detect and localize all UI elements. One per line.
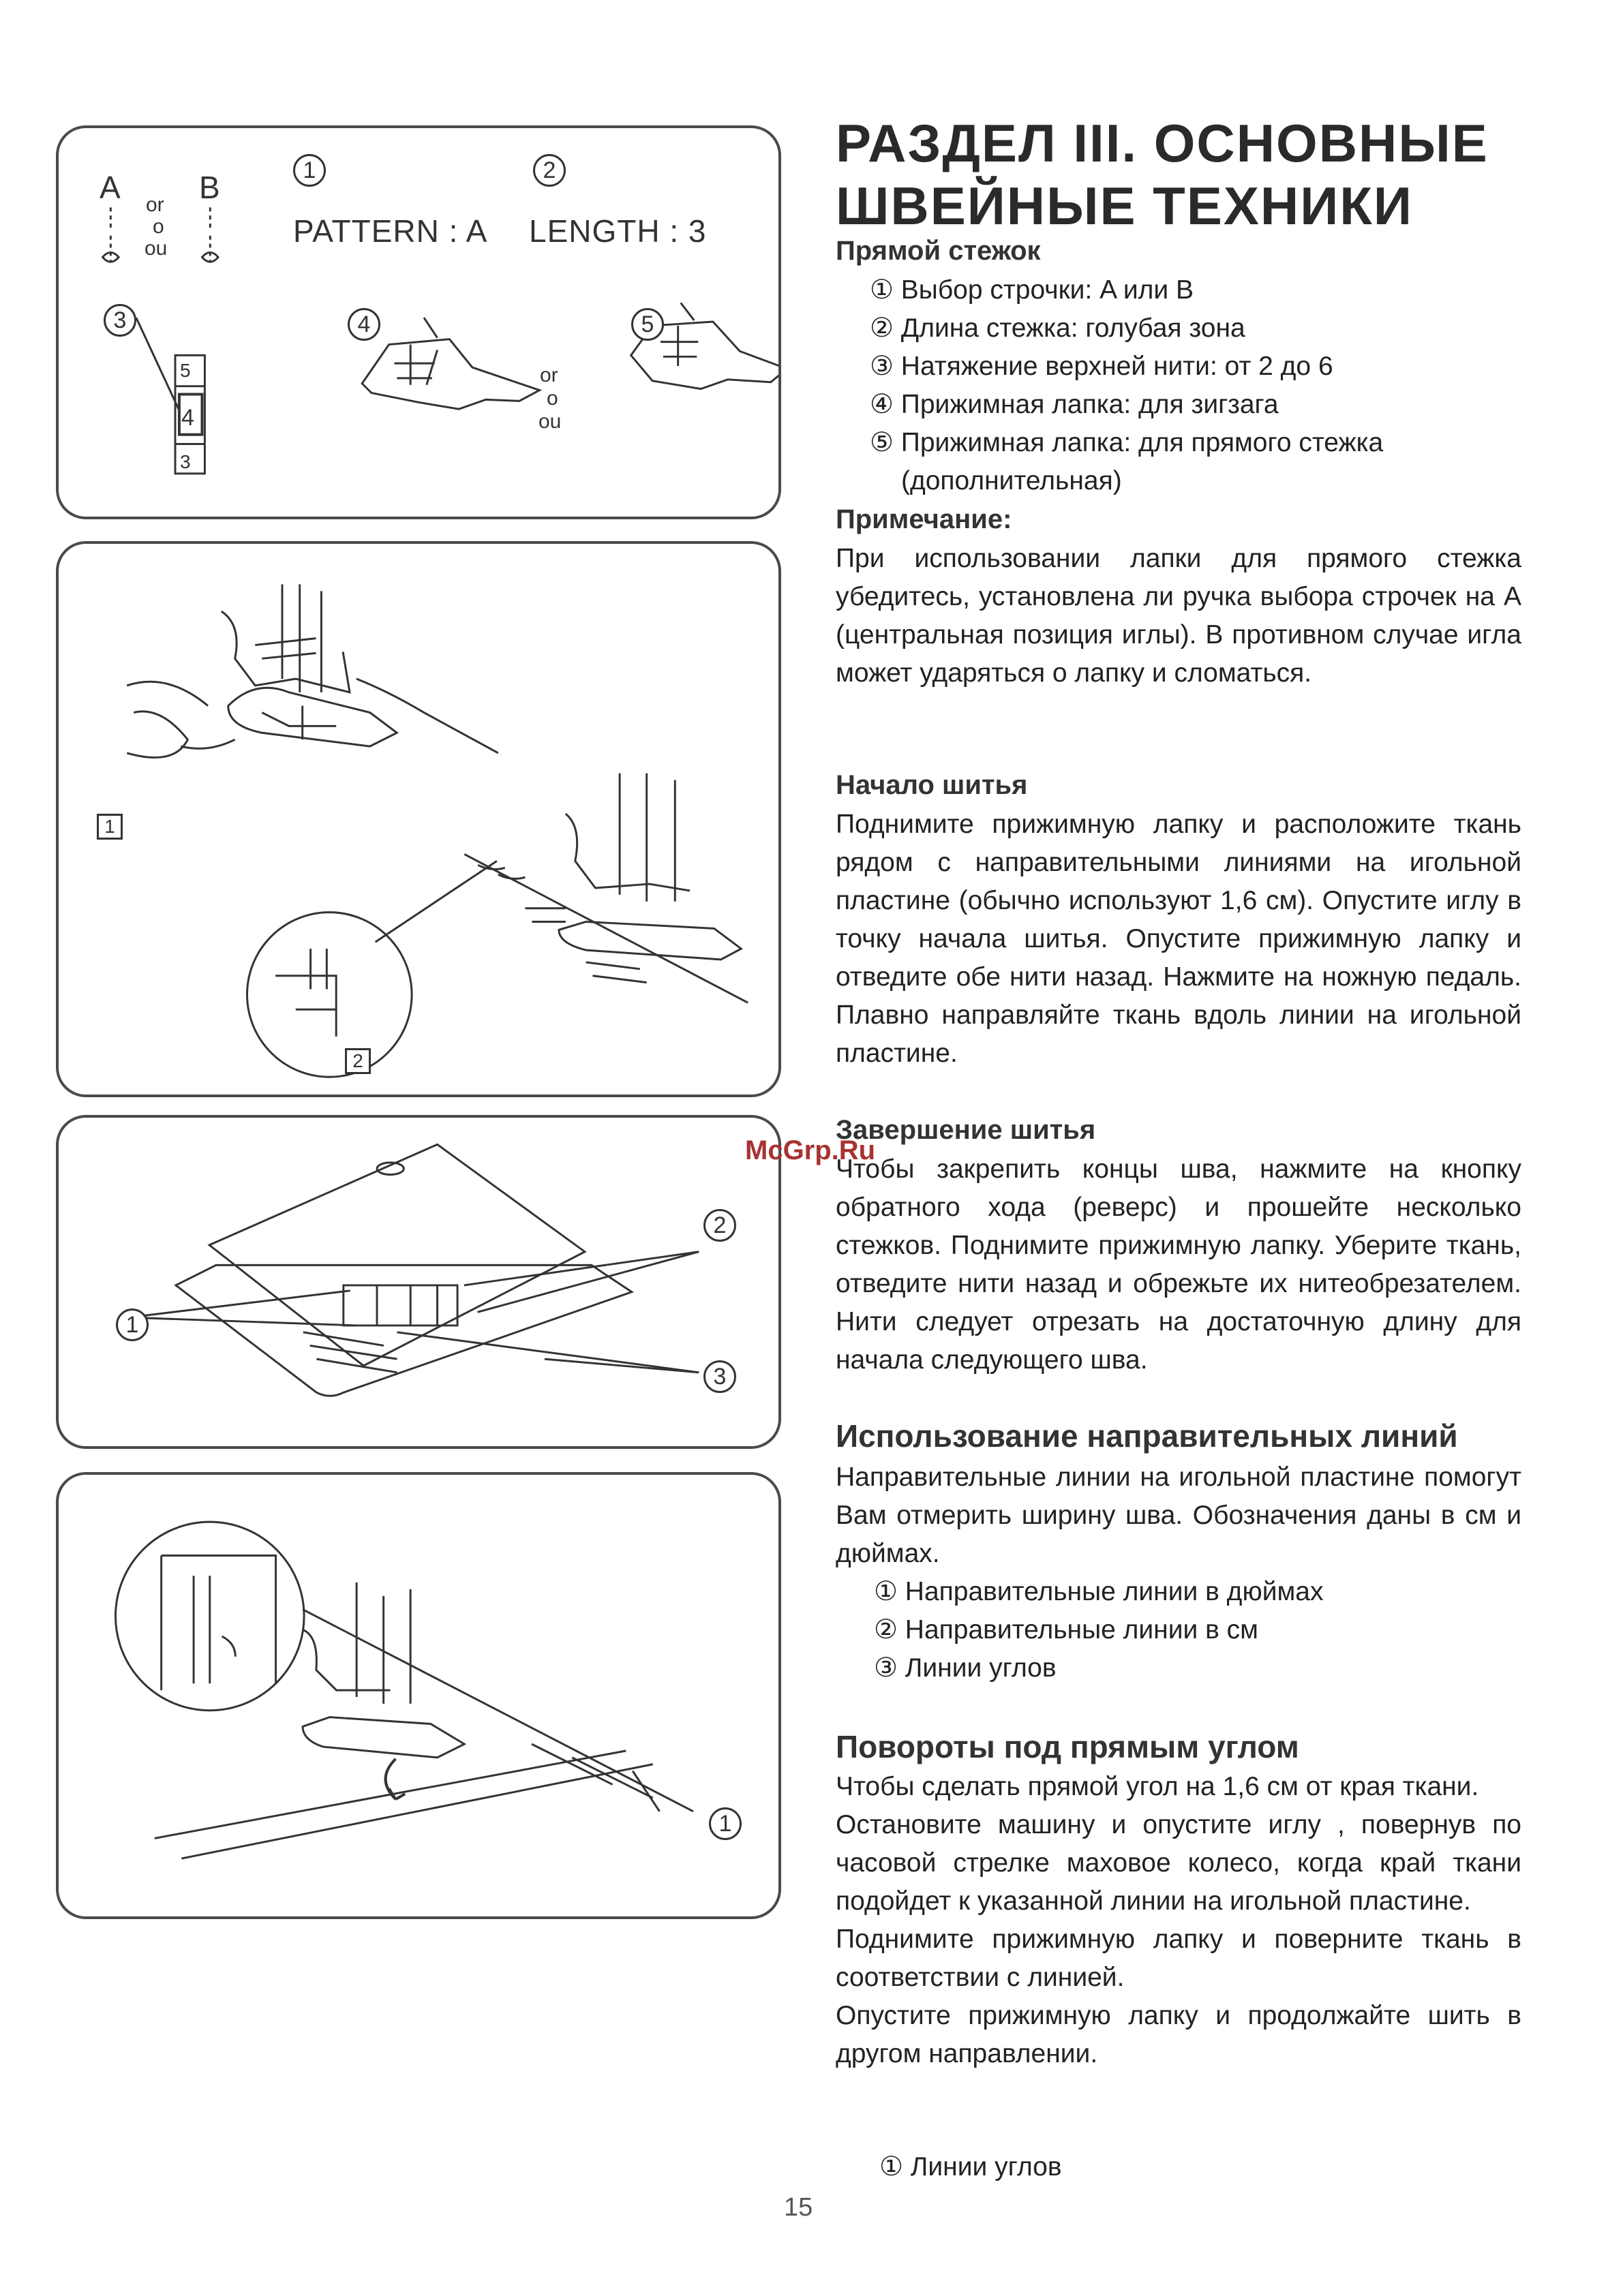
section-title-line-1: РАЗДЕЛ III. ОСНОВНЫЕ [836, 113, 1489, 173]
length-setting-text: LENGTH : 3 [529, 213, 707, 249]
callout-1: 1 [293, 154, 326, 187]
pattern-setting-text: PATTERN : A [293, 213, 488, 249]
straight-stitch-item-3: ③ Натяжение верхней нити: от 2 до 6 [870, 352, 1333, 381]
start-sewing-paragraph: Поднимите прижимную лапку и расположите ткань рядом с направительными линиями на игольной пластине (обычно используют 1,6 см). Опустите иглу в точку начала шитья. Опустите прижимную лапку и отведите обе нити назад. Нажмите на ножную педаль. Плавно направляйте ткань вдоль линии на игольной пластине. [836, 810, 1521, 1068]
or-o-label-feet: o [547, 387, 558, 410]
note-heading: Примечание: [836, 504, 1012, 534]
straight-stitch-item-1: ① Выбор строчки: A или B [870, 275, 1194, 305]
figure-stitch-settings [56, 125, 781, 519]
or-label: or [146, 194, 164, 216]
guide-lines-item-3: ③ Линии углов [874, 1653, 1057, 1683]
figure-start-sewing [56, 541, 781, 1097]
or-ou-label-feet: ou [539, 410, 562, 433]
start-sewing-heading: Начало шитья [836, 770, 1028, 800]
callout-2: 2 [533, 154, 566, 187]
needle-plate-illustration [59, 1118, 778, 1446]
needle-position-b-label: B [199, 170, 221, 205]
guide-lines-item-2: ② Направительные линии в см [874, 1615, 1258, 1644]
or-label-feet: or [540, 364, 558, 386]
corners-heading: Повороты под прямым углом [836, 1729, 1299, 1764]
start-sewing-text [836, 806, 1521, 1073]
corners-paragraph-3: Поднимите прижимную лапку и поверните ткань в соответствии с линией. [836, 1925, 1521, 1992]
site-watermark: McGrp.Ru [745, 1135, 876, 1165]
start-sewing-illustration [59, 544, 778, 1095]
callout-4: 4 [348, 308, 380, 341]
figure-turning-corners [56, 1472, 781, 1919]
stitch-settings-illustration [59, 128, 778, 517]
figure-needle-plate [56, 1115, 781, 1449]
guide-lines-item-1: ① Направительные линии в дюймах [874, 1577, 1324, 1606]
guide-lines-text [836, 1458, 1521, 1573]
turning-corners-illustration [59, 1475, 778, 1916]
callout-cm-lines: 2 [703, 1209, 736, 1242]
step-1-marker: 1 [97, 814, 123, 840]
finish-sewing-text [836, 1150, 1521, 1379]
callout-3: 3 [104, 304, 136, 337]
step-2-marker: 2 [345, 1048, 371, 1074]
finish-sewing-paragraph: Чтобы закрепить концы шва, нажмите на кнопку обратного хода (реверс) и прошейте несколько стежков. Поднимите прижимную лапку. Уберите ткань, отведите нити назад и обрежьте их нитеобрезателем. Нити следует отрезать на достаточную длину для начала следующего шва. [836, 1154, 1521, 1375]
or-ou-label: ou [145, 237, 168, 260]
section-title [836, 112, 1489, 237]
guide-lines-heading: Использование направительных линий [836, 1418, 1458, 1454]
finish-sewing-heading: Завершение шитья [836, 1115, 1096, 1145]
callout-5: 5 [631, 308, 664, 341]
straight-stitch-item-4: ④ Прижимная лапка: для зигзага [870, 390, 1279, 419]
corners-item-1: ① Линии углов [879, 2152, 1062, 2182]
corners-paragraph-4: Опустите прижимную лапку и продолжайте шить в другом направлении. [836, 2001, 1521, 2068]
tension-dial-top: 5 [180, 360, 191, 381]
straight-stitch-item-5: ⑤ Прижимная лапка: для прямого стежка [870, 428, 1384, 457]
note-paragraph: При использовании лапки для прямого стежка убедитесь, установлена ли ручка выбора строчек на A (центральная позиция иглы). В противном случае игла может ударяться о лапку и сломаться. [836, 544, 1521, 688]
guide-lines-paragraph: Направительные линии на игольной пластине помогут Вам отмерить ширину шва. Обозначения даны в см и дюймах. [836, 1463, 1521, 1568]
tension-dial-mid: 4 [181, 405, 194, 431]
callout-corner-lines: 1 [709, 1807, 742, 1840]
straight-stitch-item-5-note: (дополнительная) [901, 466, 1122, 495]
note-text [836, 540, 1521, 692]
corners-paragraph-2: Остановите машину и опустите иглу , повернув по часовой стрелке маховое колесо, когда край ткани подойдет к указанной линии на игольной пластине. [836, 1810, 1521, 1916]
corners-text [836, 1768, 1521, 2073]
straight-stitch-heading: Прямой стежок [836, 236, 1041, 266]
section-title-line-2: ШВЕЙНЫЕ ТЕХНИКИ [836, 176, 1413, 236]
corners-paragraph-1: Чтобы сделать прямой угол на 1,6 см от края ткани. [836, 1772, 1479, 1801]
callout-angle-lines: 3 [703, 1360, 736, 1393]
callout-inch-lines: 1 [116, 1308, 149, 1341]
or-o-label: o [153, 215, 164, 238]
page-number: 15 [784, 2193, 813, 2222]
tension-dial-bot: 3 [180, 451, 191, 472]
straight-stitch-item-2: ② Длина стежка: голубая зона [870, 313, 1245, 343]
needle-position-a-label: A [100, 170, 121, 205]
